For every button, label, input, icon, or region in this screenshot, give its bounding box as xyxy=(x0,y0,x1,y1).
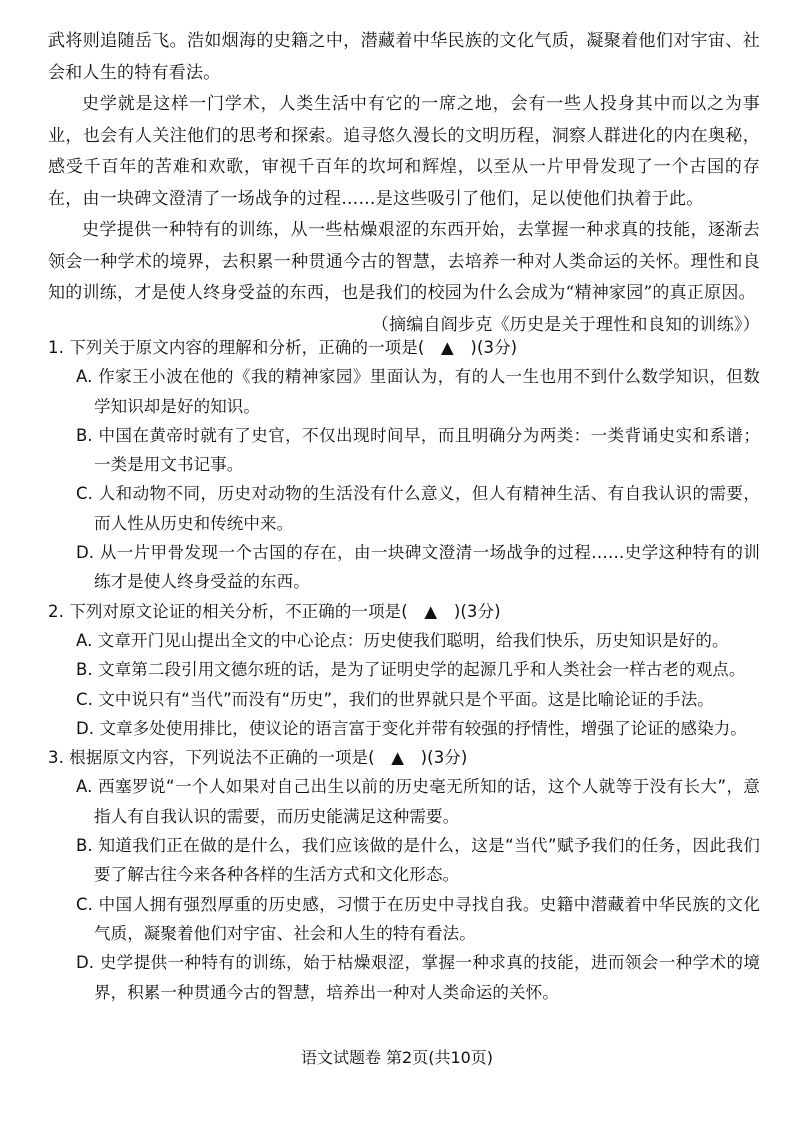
question-stem: 1. 下列关于原文内容的理解和分析，正确的一项是( ▲ )(3分) xyxy=(48,338,518,357)
option-b: B. 文章第二段引用文德尔班的话，是为了证明史学的起源几乎和人类社会一样古老的观点。 xyxy=(76,660,746,680)
question-stem: 2. 下列对原文论证的相关分析，不正确的一项是( ▲ )(3分) xyxy=(48,601,501,621)
question-3 xyxy=(48,743,760,1007)
reading-passage xyxy=(48,26,760,341)
option-c: C. 文中说只有“当代”而没有“历史”，我们的世界就只是个平面。这是比喻论证的手法。 xyxy=(76,689,714,709)
question-2 xyxy=(48,597,760,743)
option-a: A. 西塞罗说“一个人如果对自己出生以前的历史毫无所知的话，这个人就等于没有长大”，意指人有自我认识的需要，而历史能满足这种需要。 xyxy=(76,777,760,826)
option-b: B. 知道我们正在做的是什么，我们应该做的是什么，这是“当代”赋予我们的任务，因此我们要了解古往今来各种各样的生活方式和文化形态。 xyxy=(76,836,760,885)
page-footer: 语文试题卷 第2页(共10页) xyxy=(300,1048,494,1067)
question-1 xyxy=(48,333,760,597)
option-c: C. 人和动物不同，历史对动物的生活没有什么意义，但人有精神生活、有自我认识的需要，而人性从历史和传统中来。 xyxy=(76,484,760,533)
passage-paragraph-3: 史学提供一种特有的训练，从一些枯燥艰涩的东西开始，去掌握一种求真的技能，逐渐去领会一种学术的境界，去积累一种贯通今古的智慧，去培养一种对人类命运的关怀。理性和良知的训练，才是使人终身受益的东西，也是我们的校园为什么会成为“精神家园”的真正原因。 xyxy=(48,220,760,303)
option-d: D. 史学提供一种特有的训练，始于枯燥艰涩，掌握一种求真的技能，进而领会一种学术的境界，积累一种贯通今古的智慧，培养出一种对人类命运的关怀。 xyxy=(76,953,760,1002)
passage-continuation: 武将则追随岳飞。浩如烟海的史籍之中，潜藏着中华民族的文化气质，凝聚着他们对宇宙、社会和人生的特有看法。 xyxy=(48,31,760,83)
passage-source: （摘编自阎步克《历史是关于理性和良知的训练》） xyxy=(371,314,760,335)
option-c: C. 中国人拥有强烈厚重的历史感，习惯于在历史中寻找自我。史籍中潜藏着中华民族的文化气质，凝聚着他们对宇宙、社会和人生的特有看法。 xyxy=(76,894,760,943)
option-d: D. 从一片甲骨发现一个古国的存在，由一块碑文澄清一场战争的过程……史学这种特有的训练才是使人终身受益的东西。 xyxy=(76,543,760,592)
question-stem: 3. 根据原文内容，下列说法不正确的一项是( ▲ )(3分) xyxy=(48,748,468,768)
passage-paragraph-2: 史学就是这样一门学术，人类生活中有它的一席之地，会有一些人投身其中而以之为事业，也会有人关注他们的思考和探索。追寻悠久漫长的文明历程，洞察人群进化的内在奥秘，感受千百年的苦难和欢歌，审视千百年的坎坷和辉煌，以至从一片甲骨发现了一个古国的存在，由一块碑文澄清了一场战争的过程……是这些吸引了他们，足以使他们执着于此。 xyxy=(48,94,760,209)
option-a: A. 作家王小波在他的《我的精神家园》里面认为，有的人一生也用不到什么数学知识，但数学知识却是好的知识。 xyxy=(76,367,760,416)
option-b: B. 中国在黄帝时就有了史官，不仅出现时间早，而且明确分为两类：一类背诵史实和系谱；一类是用文书记事。 xyxy=(76,425,760,475)
question-list xyxy=(48,333,760,1007)
option-a: A. 文章开门见山提出全文的中心论点：历史使我们聪明，给我们快乐，历史知识是好的。 xyxy=(76,630,729,650)
option-d: D. 文章多处使用排比，使议论的语言富于变化并带有较强的抒情性，增强了论证的感染力。 xyxy=(76,718,747,738)
